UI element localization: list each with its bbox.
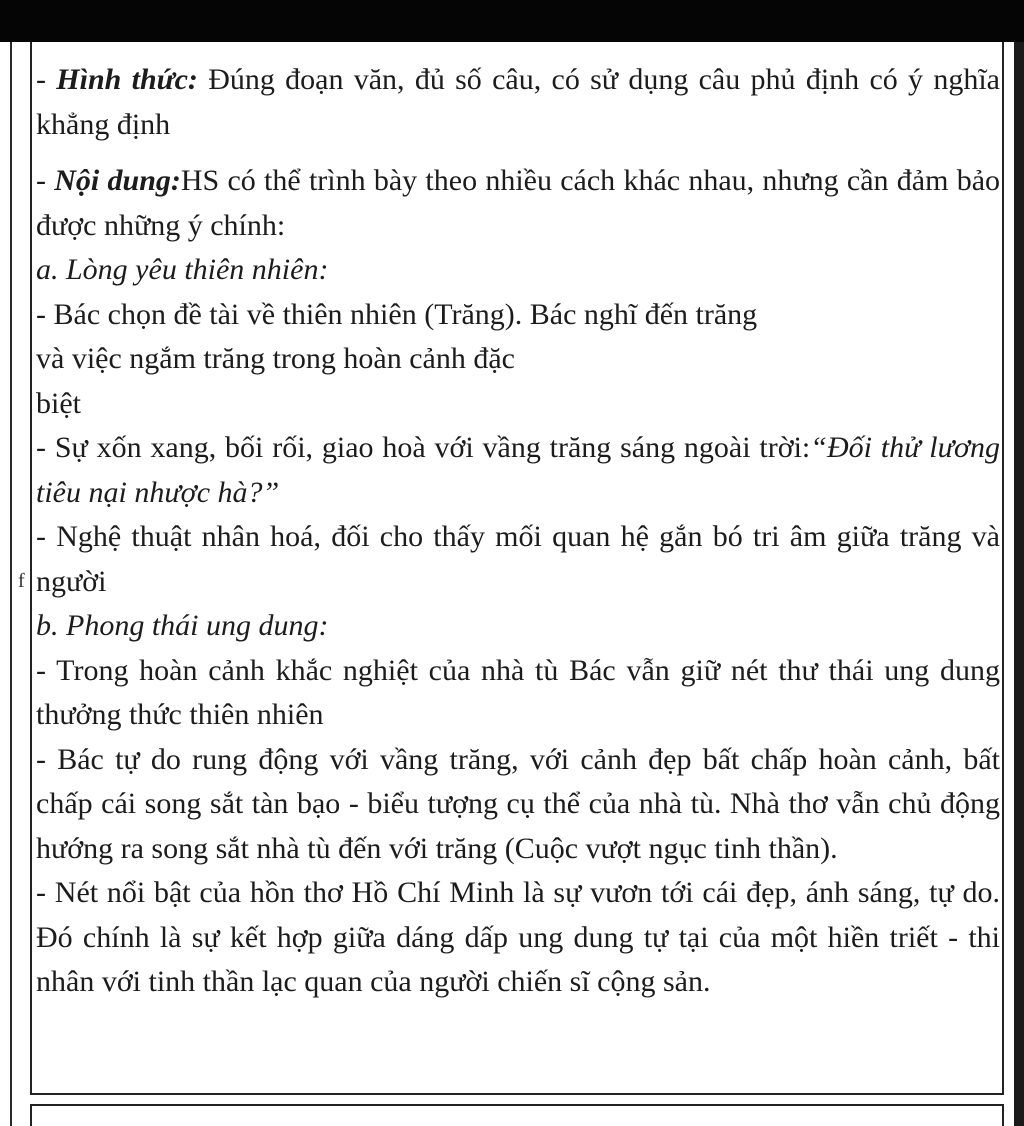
top-black-bar [0, 0, 1024, 42]
next-table-row [30, 1104, 1004, 1126]
dash: - [36, 164, 55, 197]
section-a-heading: a. Lòng yêu thiên nhiên: [36, 253, 329, 286]
section-a-point2-text: - Sự xốn xang, bối rối, giao hoà với vầng trăng sáng ngoài trời: [36, 431, 811, 464]
noi-dung-text: HS có thể trình bày theo nhiều cách khác nhau, nhưng cần đảm bảo được những ý chính: [36, 164, 1001, 242]
section-a-point1-line1: - Bác chọn đề tài về thiên nhiên (Trăng). Bác nghĩ đến trăng [36, 297, 758, 331]
section-a-point2 [36, 426, 1000, 515]
dash: - [36, 63, 57, 96]
margin-mark: f [18, 570, 25, 592]
hinh-thuc-text: Đúng đoạn văn, đủ số câu, có sử dụng câu phủ định có ý nghĩa khẳng định [36, 63, 1000, 141]
section-a-point2-quote: “Đối thử lương tiêu nại nhược hà?” [36, 431, 1001, 509]
section-b-heading: b. Phong thái ung dung: [36, 609, 329, 642]
answer-content [36, 58, 1000, 1005]
noi-dung-label: Nội dung: [54, 164, 181, 197]
section-b-point3: - Nét nổi bật của hồn thơ Hồ Chí Minh là sự vươn tới cái đẹp, ánh sáng, tự do. Đó chính là sự kết hợp giữa dáng dấp ung dung tự tại của một hiền triết - thi nhân với tinh thần lạc quan của người chiến sĩ cộng sản. [36, 876, 1000, 998]
section-b-point1: - Trong hoàn cảnh khắc nghiệt của nhà tù Bác vẫn giữ nét thư thái ung dung thưởng thức thiên nhiên [36, 653, 1000, 731]
section-a-point1-line3: biệt [36, 386, 81, 420]
hinh-thuc-label: Hình thức: [56, 63, 198, 96]
section-b-point2: - Bác tự do rung động với vầng trăng, với cảnh đẹp bất chấp hoàn cảnh, bất chấp cái song sắt tàn bạo - biểu tượng cụ thể của nhà tù. Nhà thơ vẫn chủ động hướng ra song sắt nhà tù đến với trăng (Cuộc vượt ngục tinh thần). [36, 742, 1000, 865]
noi-dung-paragraph [36, 159, 1000, 248]
hinh-thuc-paragraph [36, 58, 1000, 147]
section-a-point3: - Nghệ thuật nhân hoá, đối cho thấy mối quan hệ gắn bó tri âm giữa trăng và người [36, 520, 1000, 598]
section-a-point1-line2: và việc ngắm trăng trong hoàn cảnh đặc [36, 342, 515, 375]
right-border-line [1014, 42, 1024, 1126]
left-border-line [10, 42, 12, 1126]
